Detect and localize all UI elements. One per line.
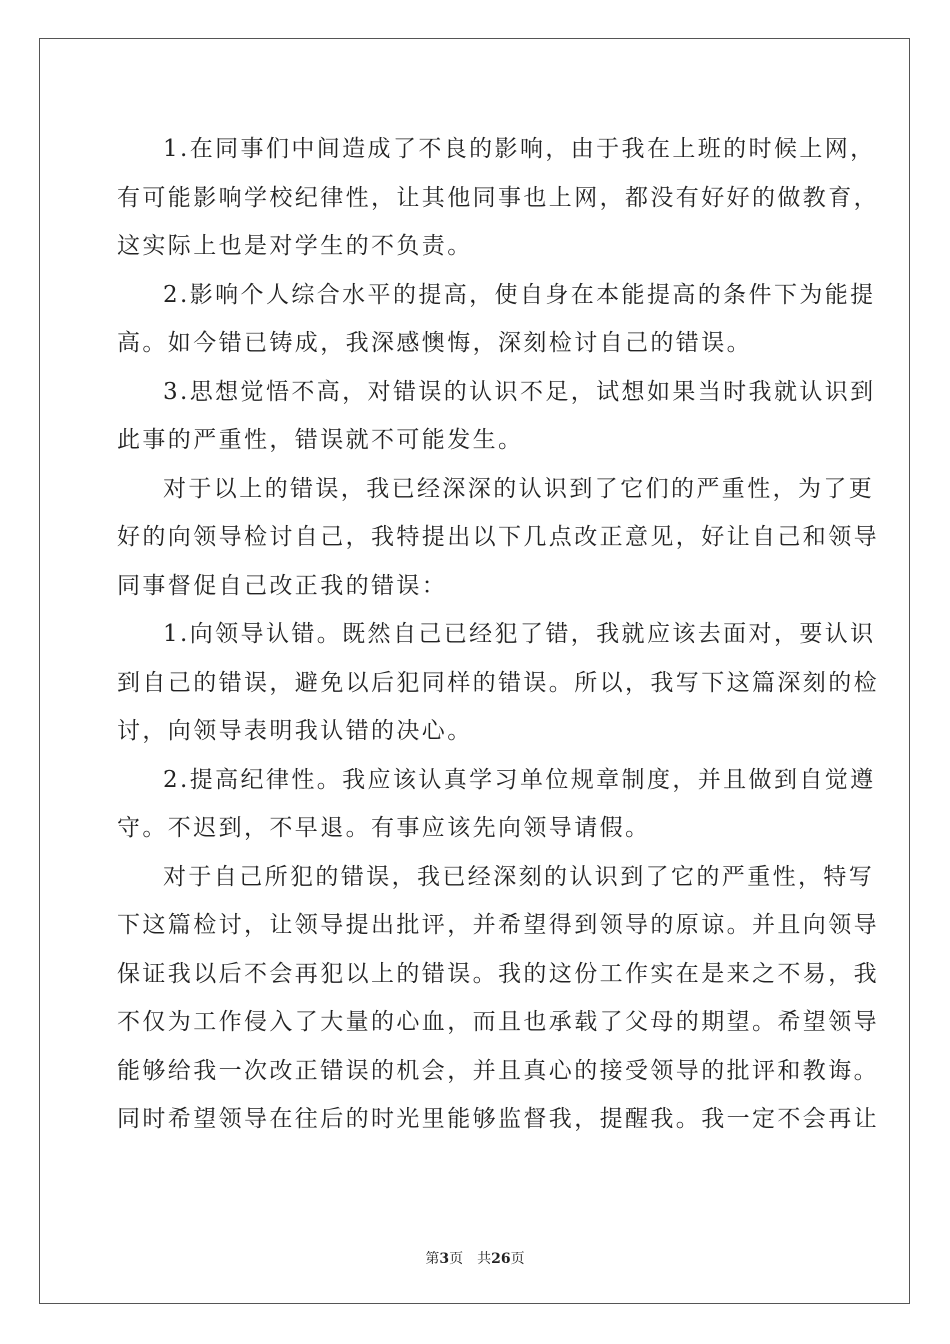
text-line: 不仅为工作侵入了大量的心血，而且也承载了父母的期望。希望领导: [117, 1009, 879, 1035]
text-line: 保证我以后不会再犯以上的错误。我的这份工作实在是来之不易，我: [117, 960, 879, 987]
text-line: 到自己的错误，避免以后犯同样的错误。所以，我写下这篇深刻的检: [117, 669, 879, 696]
footer-total-suffix: 页: [510, 1251, 525, 1267]
text-line: 能够给我一次改正错误的机会，并且真心的接受领导的批评和教诲。: [117, 1057, 879, 1084]
text-line: 有可能影响学校纪律性，让其他同事也上网，都没有好好的做教育，: [117, 184, 879, 211]
page-footer: [0, 1248, 950, 1268]
text-line: 2.提高纪律性。我应该认真学习单位规章制度，并且做到自觉遵: [163, 766, 876, 793]
footer-page-suffix: 页: [449, 1251, 464, 1267]
text-line: 对于以上的错误，我已经深深的认识到了它们的严重性，为了更: [163, 475, 875, 502]
text-line: 此事的严重性，错误就不可能发生。: [117, 427, 524, 453]
text-line: 好的向领导检讨自己，我特提出以下几点改正意见，好让自己和领导: [117, 524, 879, 550]
text-line: 1.在同事们中间造成了不良的影响，由于我在上班的时候上网，: [163, 136, 876, 162]
text-line: 高。如今错已铸成，我深感懊悔，深刻检讨自己的错误。: [117, 330, 752, 356]
text-line: 同时希望领导在往后的时光里能够监督我，提醒我。我一定不会再让: [117, 1106, 879, 1132]
text-line: 2.影响个人综合水平的提高，使自身在本能提高的条件下为能提: [163, 281, 876, 308]
text-line: 下这篇检讨，让领导提出批评，并希望得到领导的原谅。并且向领导: [117, 912, 879, 938]
footer-page-number: 3: [439, 1251, 450, 1267]
text-line: 这实际上也是对学生的不负责。: [117, 233, 473, 259]
footer-total-prefix: 共: [477, 1251, 492, 1267]
text-line: 同事督促自己改正我的错误：: [117, 572, 448, 599]
footer-page-prefix: 第: [425, 1251, 440, 1267]
text-line: 3.思想觉悟不高，对错误的认识不足，试想如果当时我就认识到: [163, 378, 876, 405]
document-body: [117, 125, 879, 1144]
footer-total-pages: 26: [491, 1251, 511, 1267]
text-line: 讨，向领导表明我认错的决心。: [117, 718, 473, 744]
text-line: 1.向领导认错。既然自己已经犯了错，我就应该去面对，要认识: [163, 621, 876, 647]
text-line: 对于自己所犯的错误，我已经深刻的认识到了它的严重性，特写: [163, 863, 875, 890]
text-line: 守。不迟到，不早退。有事应该先向领导请假。: [117, 815, 651, 841]
